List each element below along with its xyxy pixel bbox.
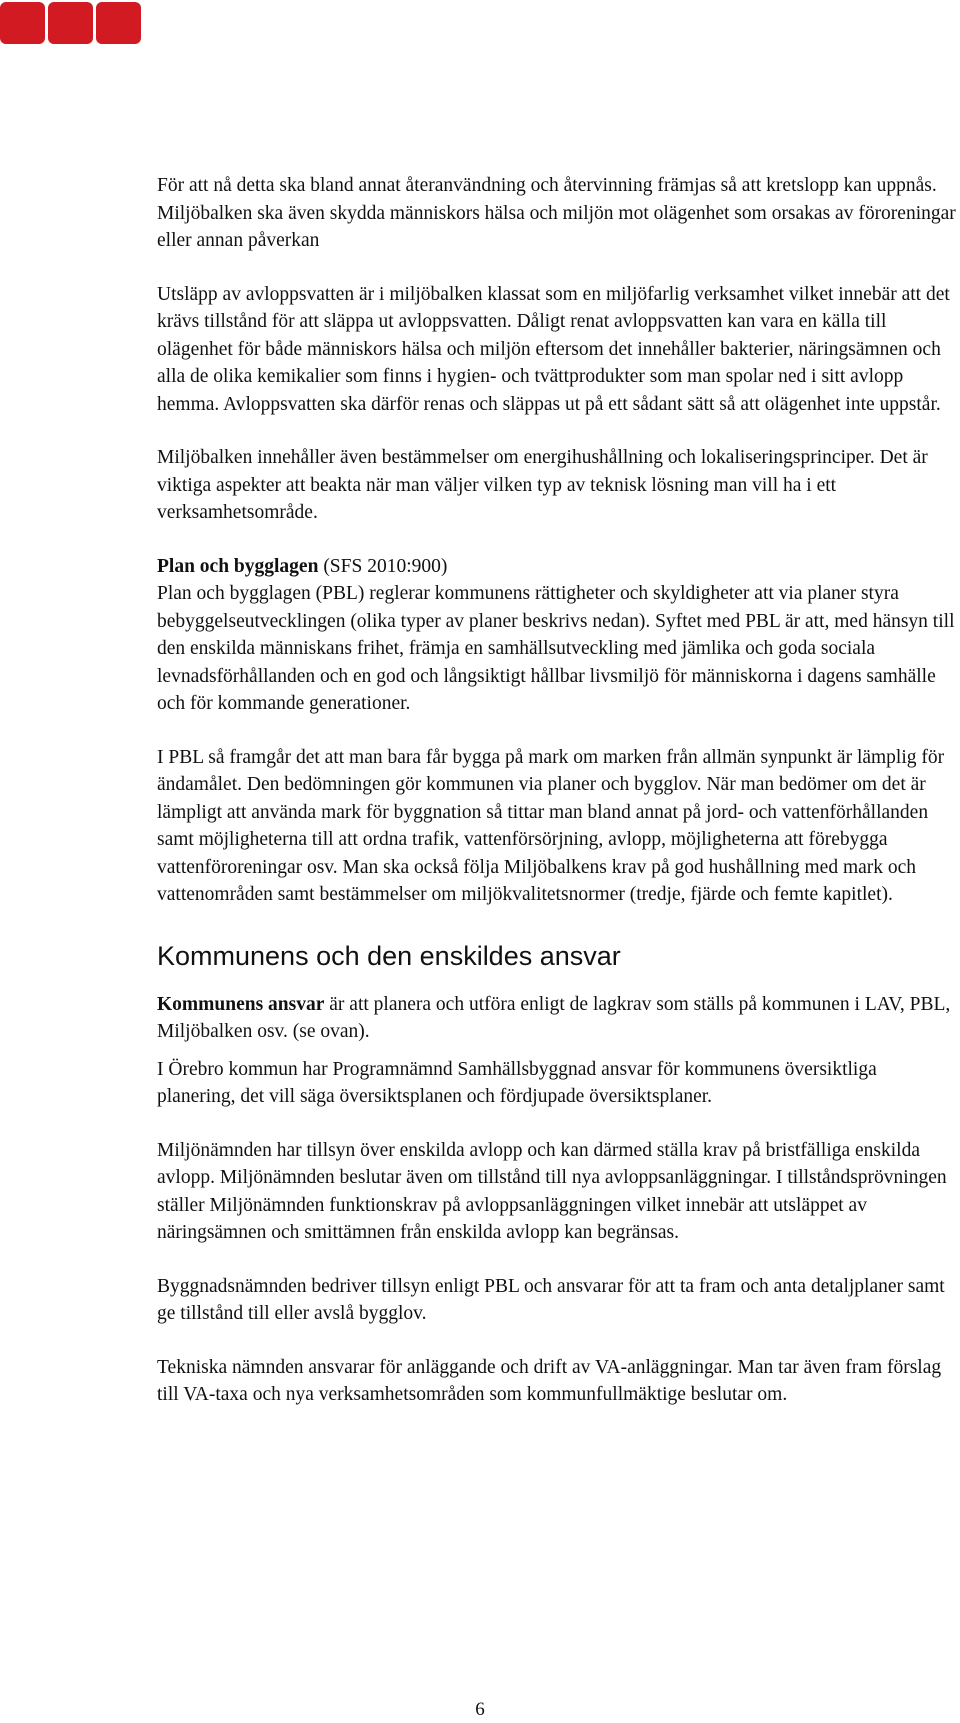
section-title: Plan och bygglagen	[157, 555, 319, 577]
paragraph: Tekniska nämnden ansvarar för anläggande och drift av VA-anläggningar. Man tar även fram förslag till VA-taxa och nya verksamhetsområden som kommunfullmäktige beslutar om.	[157, 1356, 942, 1405]
logo	[0, 2, 141, 44]
paragraph: I PBL så framgår det att man bara får bygga på mark om marken från allmän synpunkt är lämplig för ändamålet. Den bedömningen gör kommunen via planer och bygglov. När man bedömer om det är lämpligt att använda mark för byggnation så tittar man bland annat på jord- och vattenförhållanden samt möjligheterna till att ordna trafik, vattenförsörjning, avlopp, möjligheterna att förebygga vattenföroreningar osv. Man ska också följa Miljöbalkens krav på god hushållning med mark och vattenområden samt bestämmelser om miljökvalitetsnormer (tredje, fjärde och femte kapitlet).	[157, 746, 945, 905]
section-title-line	[157, 553, 957, 581]
section-title-reference: (SFS 2010:900)	[318, 555, 448, 577]
paragraph: Miljöbalken innehåller även bestämmelser om energihushållning och lokaliseringsprinciper. Det är viktiga aspekter att beakta när man väljer vilken typ av teknisk lösning man vill ha i ett verksamhetsområde.	[157, 447, 928, 523]
page-number: 6	[475, 1699, 485, 1720]
page-content	[157, 172, 957, 1409]
paragraph: Miljönämnden har tillsyn över enskilda avlopp och kan därmed ställa krav på bristfälliga enskilda avlopp. Miljönämnden beslutar även om tillstånd till nya avloppsanläggningar. I tillståndsprövningen ställer Miljönämnden funktionskrav på avloppsanläggningen vilket innebär att utsläppet av näringsämnen och smittämnen från enskilda avlopp kan begränsas.	[157, 1139, 947, 1243]
paragraph: För att nå detta ska bland annat återanvändning och återvinning främjas så att kretslopp kan uppnås. Miljöbalken ska även skydda människors hälsa och miljön mot olägenhet som orsakas av föroreningar eller annan påverkan	[157, 175, 956, 251]
paragraph	[157, 991, 957, 1046]
paragraph: I Örebro kommun har Programnämnd Samhällsbyggnad ansvar för kommunens översiktliga planering, det vill säga översiktsplanen och fördjupade översiktsplaner.	[157, 1058, 877, 1107]
paragraph: Byggnadsnämnden bedriver tillsyn enligt PBL och ansvarar för att ta fram och anta detaljplaner samt ge tillstånd till eller avslå bygglov.	[157, 1275, 945, 1324]
logo-block	[48, 2, 93, 44]
logo-block	[0, 2, 45, 44]
inline-term: Kommunens ansvar	[157, 993, 325, 1015]
paragraph-text: är att planera och utföra enligt de lagkrav som ställs på kommunen i LAV, PBL, Miljöbalken osv. (se ovan).	[157, 993, 951, 1042]
logo-block	[96, 2, 141, 44]
paragraph: Utsläpp av avloppsvatten är i miljöbalken klassat som en miljöfarlig verksamhet vilket innebär att det krävs tillstånd för att släppa ut avloppsvatten. Dåligt renat avloppsvatten kan vara en källa till olägenhet för både människors hälsa och miljön eftersom det innehåller bakterier, näringsämnen och alla de olika kemikalier som finns i hygien- och tvättprodukter som man spolar ned i sitt avlopp hemma. Avloppsvatten ska därför renas och släppas ut på ett sådant sätt så att olägenhet inte uppstår.	[157, 283, 950, 415]
section-heading: Kommunens och den enskildes ansvar	[157, 940, 621, 971]
paragraph: Plan och bygglagen (PBL) reglerar kommunens rättigheter och skyldigheter att via planer styra bebyggelseutvecklingen (olika typer av planer beskrivs nedan). Syftet med PBL är att, med hänsyn till den enskilda människans frihet, främja en samhällsutveckling med jämlika och goda sociala levnadsförhållanden och en god och långsiktigt hållbar livsmiljö för människorna i dagens samhälle och för kommande generationer.	[157, 583, 955, 714]
